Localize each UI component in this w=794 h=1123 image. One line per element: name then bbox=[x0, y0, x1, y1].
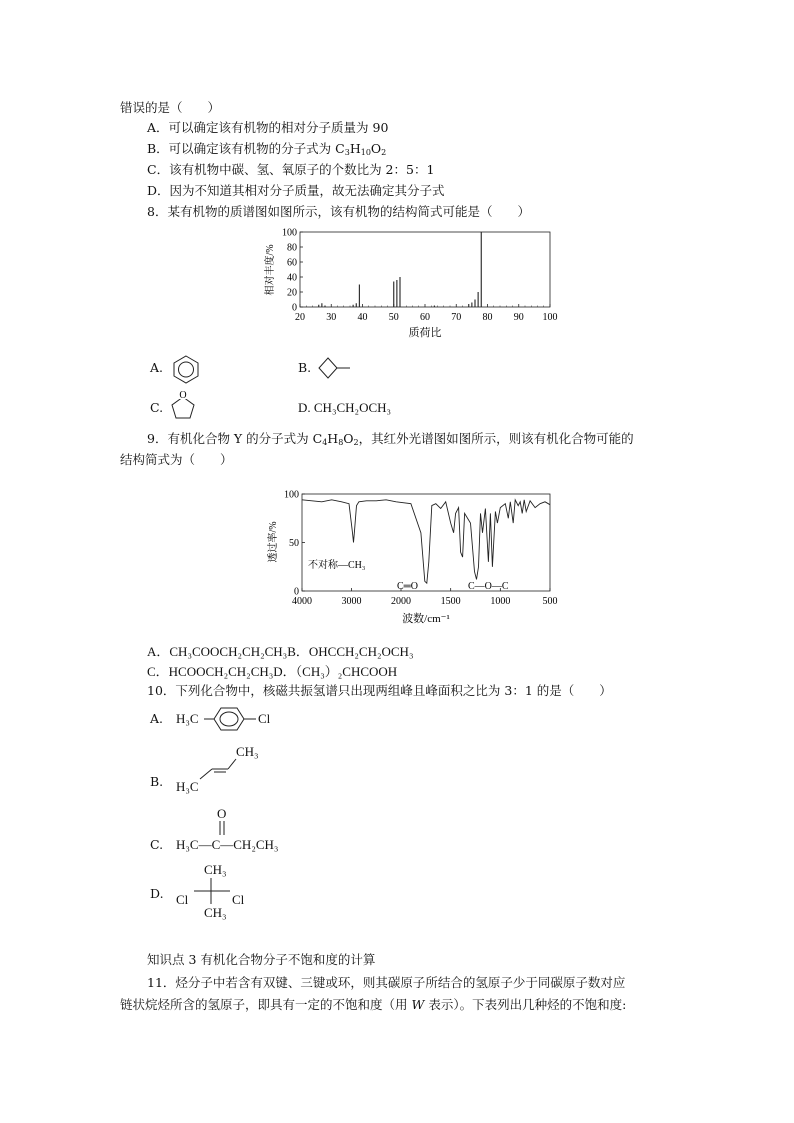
q9-options-c-d: C．HCOOCH₂CH₂CH₃D．（CH₃）₂CHCOOH bbox=[147, 664, 398, 679]
q10-d-quaternary-carbon-skeleton-icon bbox=[186, 876, 236, 906]
ms-y-tick-label: 60 bbox=[287, 257, 297, 269]
ms-y-tick-label: 0 bbox=[292, 302, 297, 314]
ms-x-tick-label: 100 bbox=[542, 312, 558, 323]
tetrahydrofuran-structure-icon bbox=[166, 388, 200, 422]
q11-line1: 11．烃分子中若含有双键、三键或环，则其碳原子所结合的氢原子少于同碳原子数对应 bbox=[147, 975, 626, 990]
ir-x-tick-label: 4000 bbox=[292, 596, 312, 607]
ms-y-axis-label: 相对丰度/% bbox=[265, 244, 276, 296]
ms-y-tick-label: 20 bbox=[287, 287, 297, 299]
q10-a-right-group: Cl bbox=[258, 711, 271, 726]
ir-spectrum-chart bbox=[264, 486, 564, 628]
q7-option-b: B．可以确定该有机物的分子式为 $C_3H_{10}O_2$ bbox=[147, 141, 387, 157]
ms-y-tick-label: 40 bbox=[287, 272, 297, 284]
q8-option-b-label: B. bbox=[298, 360, 312, 375]
q7-option-d: D．因为不知道其相对分子质量，故无法确定其分子式 bbox=[147, 183, 445, 198]
q10-a-para-ring-structure-icon bbox=[204, 704, 264, 734]
ms-y-tick-label: 80 bbox=[287, 242, 297, 254]
q9-options-a-b: A．CH₃COOCH₂CH₂CH₃B．OHCCH₂CH₂OCH₃ bbox=[147, 644, 414, 659]
q10-d-ch3-bottom: CH₃ bbox=[204, 905, 227, 920]
methylcyclobutane-structure-icon bbox=[316, 355, 358, 383]
q10-b-ch3: CH₃ bbox=[236, 744, 259, 759]
ms-x-tick-label: 50 bbox=[388, 312, 399, 323]
q10-stem: 10．下列化合物中，核磁共振氢谱只出现两组峰且峰面积之比为 3：1 的是（ ） bbox=[147, 683, 612, 698]
q10-option-b-label: B. bbox=[150, 774, 164, 789]
ms-x-tick-label: 20 bbox=[295, 312, 305, 323]
q10-option-d-label: D. bbox=[150, 886, 164, 901]
ir-y-tick-label: 0 bbox=[294, 586, 299, 598]
ms-plot-frame bbox=[300, 232, 550, 307]
svg-text:O: O bbox=[179, 390, 187, 401]
q10-b-h3c: H₃C bbox=[176, 779, 199, 794]
ir-y-tick-label: 100 bbox=[284, 489, 299, 501]
q10-b-2-butene-structure-icon bbox=[190, 755, 240, 785]
benzene-structure-icon bbox=[170, 354, 202, 384]
ir-x-axis-label: 波数/cm⁻¹ bbox=[402, 613, 450, 625]
q10-d-cl-right: Cl bbox=[232, 892, 245, 907]
ms-x-tick-label: 80 bbox=[482, 312, 493, 323]
ms-x-tick-label: 90 bbox=[513, 312, 524, 323]
q10-a-left-group: H₃C bbox=[176, 711, 199, 726]
ir-x-tick-label: 500 bbox=[542, 596, 558, 607]
mass-spectrum-chart bbox=[262, 224, 562, 342]
ir-plot-frame bbox=[302, 494, 550, 591]
q9-stem-line2: 结构简式为（ ） bbox=[120, 452, 233, 467]
q10-c-oxygen: O bbox=[217, 806, 227, 821]
ms-y-tick-label: 100 bbox=[282, 227, 297, 239]
ms-x-tick-label: 60 bbox=[420, 312, 430, 323]
ir-annotation-asym-ch3: 不对称—CH₃ bbox=[308, 560, 366, 571]
q10-c-carbonyl-bond-icon bbox=[215, 820, 229, 836]
ir-y-tick-label: 50 bbox=[289, 538, 299, 549]
ir-x-tick-label: 1500 bbox=[440, 596, 461, 607]
ms-x-tick-label: 70 bbox=[451, 312, 462, 323]
ir-y-axis-label: 透过率/% bbox=[268, 521, 279, 563]
ir-x-tick-label: 3000 bbox=[341, 596, 362, 607]
section-title: 知识点 3 有机化合物分子不饱和度的计算 bbox=[147, 952, 376, 967]
q10-d-cl-left: Cl bbox=[176, 892, 189, 907]
ms-x-tick-label: 30 bbox=[326, 312, 337, 323]
q7-stem-end: 错误的是（ ） bbox=[120, 100, 221, 115]
ir-x-tick-label: 1000 bbox=[490, 596, 511, 607]
q9-stem-line1: 9．有机化合物 Y 的分子式为 $C_4H_8O_2$，其红外光谱图如图所示，则该有机化合物可能的 bbox=[147, 431, 634, 447]
q7-option-a: A．可以确定该有机物的相对分子质量为 90 bbox=[147, 120, 389, 135]
q10-c-formula: H₃C—C—CH₂CH₃ bbox=[176, 837, 279, 852]
q8-stem: 8．某有机物的质谱图如图所示，该有机物的结构简式可能是（ ） bbox=[147, 204, 530, 219]
q8-option-c-label: C. bbox=[150, 400, 164, 415]
ir-annotation-carbonyl: C═O bbox=[397, 581, 418, 592]
q8-option-d: D. CH₃CH₂OCH₃ bbox=[298, 400, 392, 415]
q8-option-a-label: A. bbox=[150, 360, 164, 375]
q7-option-c: C．该有机物中碳、氢、氧原子的个数比为 2：5：1 bbox=[147, 162, 435, 177]
ir-x-tick-label: 2000 bbox=[391, 596, 411, 607]
q10-d-ch3-top: CH₃ bbox=[204, 862, 227, 877]
q10-option-a-label: A. bbox=[150, 711, 164, 726]
ms-x-tick-label: 40 bbox=[357, 312, 368, 323]
ir-annotation-ether: C—O—C bbox=[468, 581, 509, 592]
q11-line2: 链状烷烃所含的氢原子，即具有一定的不饱和度（用 W 表示）。下表列出几种烃的不饱和度: bbox=[120, 997, 627, 1012]
q10-option-c-label: C. bbox=[150, 837, 164, 852]
ms-x-axis-label: 质荷比 bbox=[408, 327, 442, 339]
